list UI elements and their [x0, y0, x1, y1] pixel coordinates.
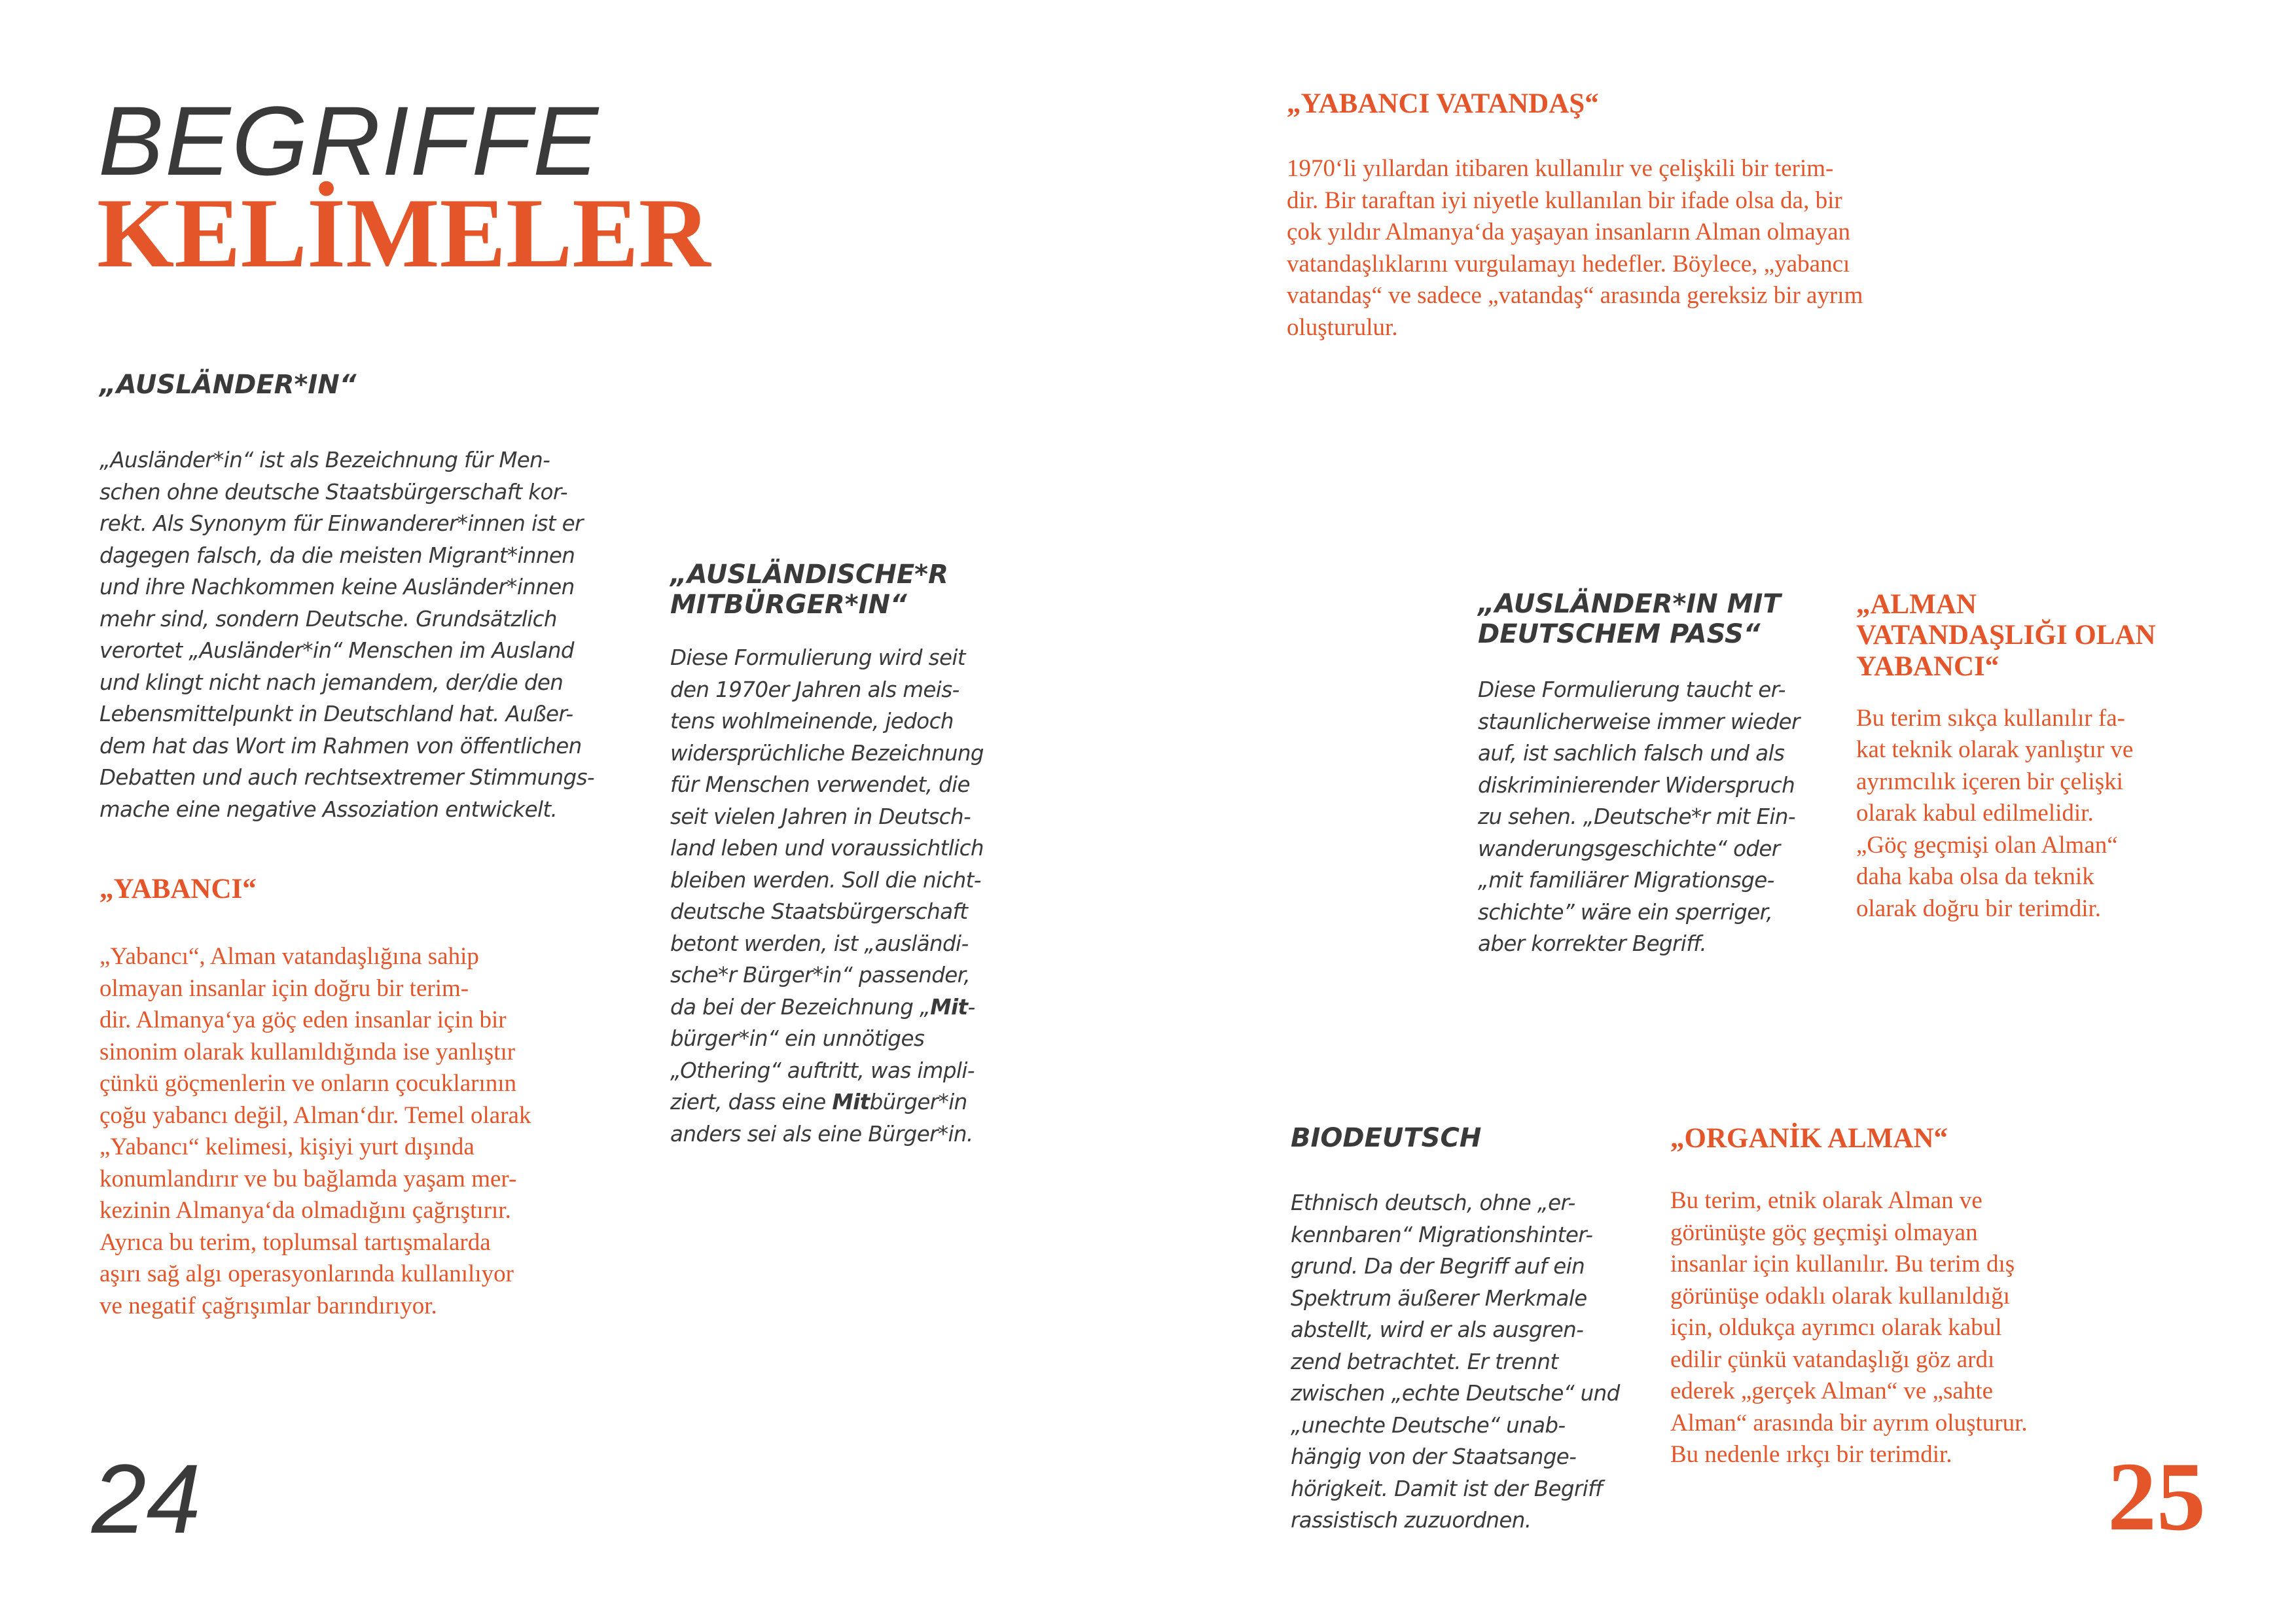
heading-line: „AUSLÄNDER*IN MIT: [1478, 589, 1781, 619]
text-line: Diese Formulierung wird seit: [670, 645, 965, 670]
text-line: betont werden, ist „ausländi-: [670, 931, 969, 956]
term-heading: „YABANCI“: [99, 874, 257, 904]
text-line: hängig von der Staatsange-: [1291, 1444, 1577, 1469]
text-line: edilir çünkü vatandaşlığı göz ardı: [1670, 1346, 1995, 1373]
text-line: 1970‘li yıllardan itibaren kullanılır ve çelişkili bir terim-: [1287, 155, 1834, 183]
text-line: daha kaba olsa da teknik: [1856, 863, 2094, 891]
term-auslaender: [99, 370, 643, 825]
text-line: „Ausländer*in“ ist als Bezeichnung für Men-: [99, 448, 550, 473]
term-organik-alman: [1670, 1123, 2128, 1471]
text-line: dem hat das Wort im Rahmen von öffentlichen: [99, 733, 582, 758]
text-line: bleiben werden. Soll die nicht-: [670, 867, 981, 893]
text-line: Spektrum äußerer Merkmale: [1291, 1285, 1587, 1311]
text-line: schichte” wäre ein sperriger,: [1478, 899, 1773, 925]
term-alman-vatandasligi-olan-yabanci: [1856, 589, 2223, 925]
text-line: dir. Almanya‘ya göç eden insanlar için bir: [99, 1007, 507, 1034]
text-line: staunlicherweise immer wieder: [1478, 709, 1800, 734]
term-description: [1291, 1187, 1664, 1537]
term-auslaender-pass: [1478, 589, 1844, 960]
text-line: insanlar için kullanılır. Bu terim dış: [1670, 1251, 2015, 1278]
text-line: Bu nedenle ırkçı bir terimdir.: [1670, 1441, 1952, 1469]
text-line: Diese Formulierung taucht er-: [1478, 677, 1785, 702]
text-line: Alman“ arasında bir ayrım oluşturur.: [1670, 1409, 2028, 1436]
text-line: sinonim olarak kullanıldığında ise yanlıştır: [99, 1038, 516, 1065]
text-fragment: ziert, dass eine: [670, 1090, 833, 1115]
term-description: [1856, 703, 2223, 925]
term-heading: [1856, 589, 2223, 682]
heading-line: „AUSLÄNDISCHE*R: [670, 560, 948, 590]
text-line: ve negatif çağrışımlar barındırıyor.: [99, 1292, 437, 1319]
emphasis: Mit: [832, 1090, 870, 1115]
term-heading: [1478, 589, 1844, 649]
text-line: wanderungsgeschichte“ oder: [1478, 836, 1780, 861]
term-description: [99, 444, 643, 825]
text-line: Bu terim sıkça kullanılır fa-: [1856, 704, 2125, 732]
text-line: „Yabancı“ kelimesi, kişiyi yurt dışında: [99, 1133, 475, 1161]
text-line: Ayrıca bu terim, toplumsal tartışmalarda: [99, 1228, 491, 1256]
term-heading: „ORGANİK ALMAN“: [1670, 1123, 1948, 1154]
heading-line: DEUTSCHEM PASS“: [1478, 619, 1761, 649]
term-heading: „YABANCI VATANDAŞ“: [1287, 88, 1599, 119]
term-heading: [670, 560, 1076, 620]
text-line: land leben und voraussichtlich: [670, 836, 984, 861]
text-line: widersprüchliche Bezeichnung: [670, 740, 984, 766]
text-line: anders sei als eine Bürger*in.: [670, 1121, 973, 1147]
text-line: kezinin Almanya‘da olmadığını çağrıştırır.: [99, 1197, 511, 1224]
text-line: sche*r Bürger*in“ passender,: [670, 963, 971, 988]
text-line: Bu terim, etnik olarak Alman ve: [1670, 1187, 1982, 1215]
text-line: olarak doğru bir terimdir.: [1856, 895, 2102, 922]
text-line: grund. Da der Begriff auf ein: [1291, 1254, 1585, 1279]
text-fragment: bürger*in: [869, 1090, 967, 1115]
term-biodeutsch: [1291, 1123, 1664, 1537]
text-line: Lebensmittelpunkt in Deutschland hat. Außer-: [99, 702, 573, 726]
term-heading: BIODEUTSCH: [1291, 1123, 1482, 1153]
text-line: çok yıldır Almanya‘da yaşayan insanların Alman olmayan: [1287, 219, 1851, 246]
page-number-right: 25: [2108, 1442, 2206, 1551]
term-description: [99, 941, 643, 1322]
text-line: Debatten und auch rechtsextremer Stimmungs-: [99, 765, 595, 790]
text-line: „mit familiärer Migrationsge-: [1478, 868, 1774, 893]
text-line: seit vielen Jahren in Deutsch-: [670, 804, 971, 829]
text-line: vatandaşlıklarını vurgulamayı hedefler. Böylece, „yabancı: [1287, 250, 1850, 277]
text-line: tens wohlmeinende, jedoch: [670, 709, 954, 734]
text-line: vatandaş“ ve sadece „vatandaş“ arasında gereksiz bir ayrım: [1287, 282, 1863, 310]
text-line: aşırı sağ algı operasyonlarında kullanılıyor: [99, 1260, 514, 1288]
text-line: bürger*in“ ein unnötiges: [670, 1026, 925, 1051]
text-line: hörigkeit. Damit ist der Begriff: [1291, 1476, 1602, 1501]
page-number-left: 24: [92, 1444, 201, 1554]
text-line: çünkü göçmenlerin ve onların çocuklarının: [99, 1070, 517, 1097]
heading-line: YABANCI“: [1856, 651, 2000, 682]
text-line: mache eine negative Assoziation entwickelt.: [99, 796, 558, 822]
text-line: zwischen „echte Deutsche“ und: [1291, 1381, 1620, 1406]
term-description: [1287, 153, 2039, 344]
heading-line: VATANDAŞLIĞI OLAN: [1856, 620, 2156, 651]
text-line: schen ohne deutsche Staatsbürgerschaft kor-: [99, 479, 567, 505]
text-line: [670, 991, 1076, 1024]
text-line: [670, 1086, 1076, 1118]
text-line: „Yabancı“, Alman vatandaşlığına sahip: [99, 943, 479, 971]
text-line: rekt. Als Synonym für Einwanderer*innen ist er: [99, 511, 583, 536]
text-line: rassistisch zuzuordnen.: [1291, 1508, 1532, 1533]
term-auslaendische-mitbuerger: [670, 560, 1076, 1150]
text-line: „Othering“ auftritt, was impli-: [670, 1058, 975, 1083]
page-title-turkish: KELİMELER: [97, 178, 711, 288]
text-line: ayrımcılık içeren bir çelişki: [1856, 768, 2123, 795]
text-line: und klingt nicht nach jemandem, der/die den: [99, 669, 564, 695]
text-line: görünüşte göç geçmişi olmayan: [1670, 1219, 1978, 1246]
term-heading: „AUSLÄNDER*IN“: [99, 370, 357, 400]
text-line: zu sehen. „Deutsche*r mit Ein-: [1478, 804, 1795, 829]
text-line: „Göç geçmişi olan Alman“: [1856, 831, 2118, 859]
text-line: kat teknik olarak yanlıştır ve: [1856, 736, 2134, 764]
text-line: mehr sind, sondern Deutsche. Grundsätzlich: [99, 606, 557, 632]
text-fragment: da bei der Bezeichnung „: [670, 994, 931, 1020]
text-line: „unechte Deutsche“ unab-: [1291, 1412, 1566, 1438]
text-line: dagegen falsch, da die meisten Migrant*innen: [99, 543, 575, 568]
term-yabanci-vatandas: [1287, 88, 2039, 344]
text-line: kennbaren“ Migrationshinter-: [1291, 1222, 1593, 1247]
term-description: [1478, 674, 1844, 960]
text-line: oluşturulur.: [1287, 313, 1398, 341]
text-line: für Menschen verwendet, die: [670, 772, 970, 797]
page-title-german: BEGRIFFE: [98, 86, 600, 196]
heading-line: „ALMAN: [1856, 589, 1977, 620]
term-yabanci: [99, 874, 643, 1322]
heading-line: MITBÜRGER*IN“: [670, 590, 907, 620]
text-line: aber korrekter Begriff.: [1478, 931, 1707, 956]
text-line: deutsche Staatsbürgerschaft: [670, 899, 968, 924]
text-line: zend betrachtet. Er trennt: [1291, 1349, 1558, 1374]
text-line: görünüşe odaklı olarak kullanıldığı: [1670, 1282, 2010, 1310]
text-line: çoğu yabancı değil, Alman‘dır. Temel olarak: [99, 1101, 531, 1129]
text-line: konumlandırır ve bu bağlamda yaşam mer-: [99, 1165, 517, 1192]
term-description: [1670, 1185, 2128, 1471]
text-line: den 1970er Jahren als meis-: [670, 677, 960, 702]
text-line: verortet „Ausländer*in“ Menschen im Ausland: [99, 638, 574, 663]
text-line: ederek „gerçek Alman“ ve „sahte: [1670, 1378, 1994, 1405]
text-line: dir. Bir taraftan iyi niyetle kullanılan bir ifade olsa da, bir: [1287, 187, 1842, 214]
text-fragment: -: [967, 994, 975, 1020]
term-description: [670, 642, 1076, 1150]
text-line: Ethnisch deutsch, ohne „er-: [1291, 1190, 1575, 1215]
text-line: auf, ist sachlich falsch und als: [1478, 741, 1785, 766]
text-line: için, oldukça ayrımcı olarak kabul: [1670, 1314, 2002, 1342]
text-line: diskriminierender Widerspruch: [1478, 772, 1795, 798]
emphasis: Mit: [930, 994, 968, 1020]
text-line: olmayan insanlar için doğru bir terim-: [99, 974, 469, 1002]
text-line: und ihre Nachkommen keine Ausländer*innen: [99, 575, 575, 599]
text-line: olarak kabul edilmelidir.: [1856, 800, 2094, 827]
text-line: abstellt, wird er als ausgren-: [1291, 1317, 1584, 1342]
